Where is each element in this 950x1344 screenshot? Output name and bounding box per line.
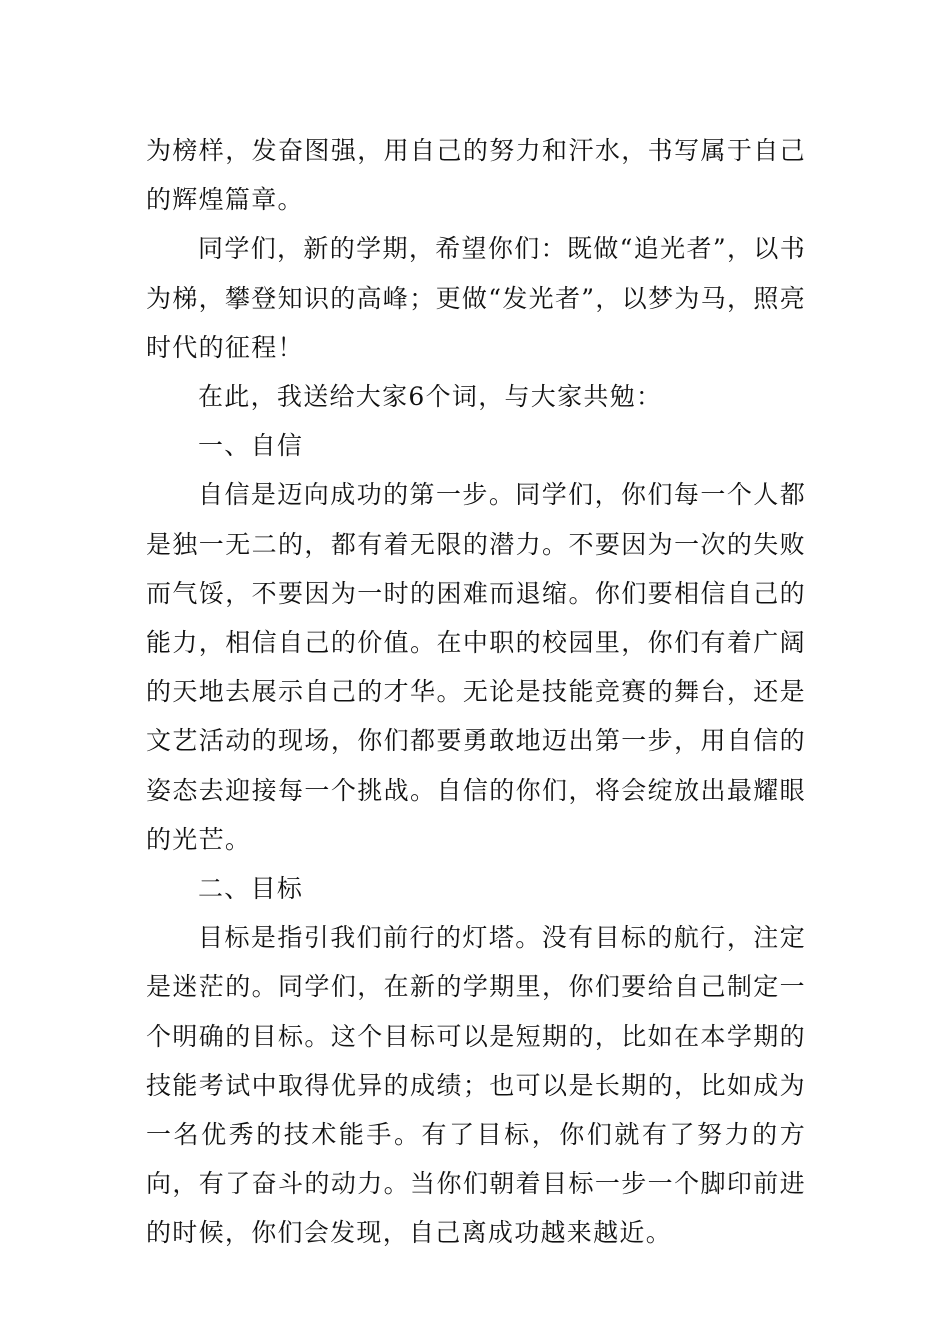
paragraph-hope: 同学们，新的学期，希望你们：既做“追光者”，以书为梯，攀登知识的高峰；更做“发光者”，以梦为马，照亮时代的征程！ xyxy=(146,234,806,362)
paragraph-confidence: 自信是迈向成功的第一步。同学们，你们每一个人都是独一无二的，都有着无限的潜力。不要因为一次的失败而气馁，不要因为一时的困难而退缩。你们要相信自己的能力，相信自己的价值。在中职的校园里，你们有着广阔的天地去展示自己的才华。无论是技能竞赛的舞台，还是文艺活动的现场，你们都要勇敢地迈出第一步，用自信的姿态去迎接每一个挑战。自信的你们，将会绽放出最耀眼的光芒。 xyxy=(146,480,806,854)
document-body xyxy=(146,126,806,1258)
paragraph-intro-six-words: 在此，我送给大家6个词，与大家共勉： xyxy=(198,382,663,412)
section-heading-goal: 二、目标 xyxy=(198,874,304,904)
section-heading-confidence: 一、自信 xyxy=(198,431,304,461)
paragraph-goal: 目标是指引我们前行的灯塔。没有目标的航行，注定是迷茫的。同学们，在新的学期里，你们要给自己制定一个明确的目标。这个目标可以是短期的，比如在本学期的技能考试中取得优异的成绩；也可以是长期的，比如成为一名优秀的技术能手。有了目标，你们就有了努力的方向，有了奋斗的动力。当你们朝着目标一步一个脚印前进的时候，你们会发现，自己离成功越来越近。 xyxy=(146,923,806,1248)
paragraph-continuation: 为榜样，发奋图强，用自己的努力和汗水，书写属于自己的辉煌篇章。 xyxy=(146,136,806,215)
